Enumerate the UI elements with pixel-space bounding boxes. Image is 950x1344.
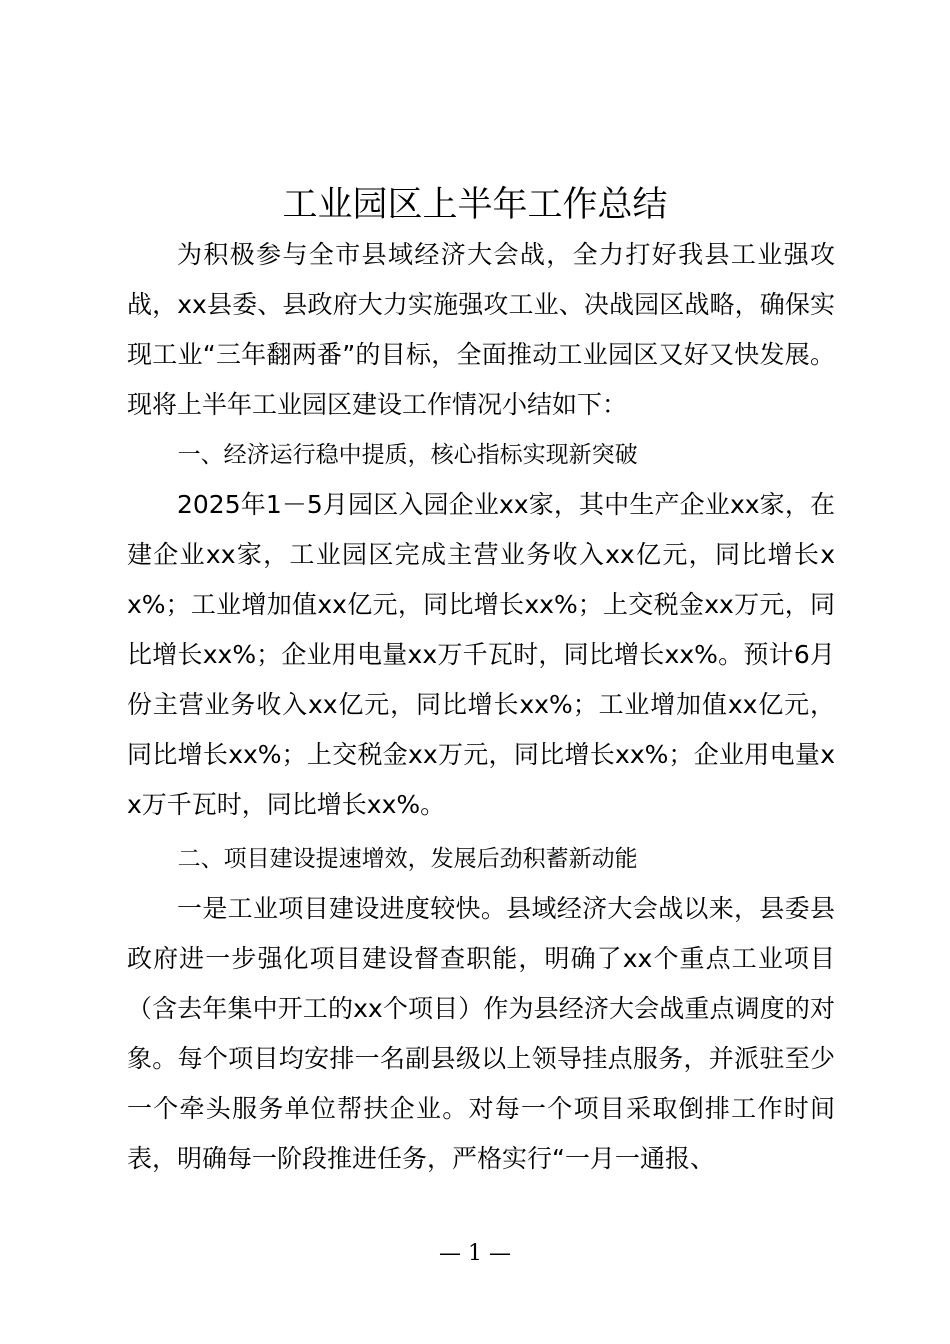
- document-title: 工业园区上半年工作总结: [282, 185, 668, 225]
- document-body: [127, 230, 835, 1184]
- section-1-heading: 一、经济运行稳中提质，核心指标实现新突破: [177, 442, 638, 468]
- intro-paragraph: 为积极参与全市县域经济大会战，全力打好我县工业强攻战，xx县委、县政府大力实施强攻工业、决战园区战略，确保实现工业“三年翻两番”的目标，全面推动工业园区又好又快发展。现将上半年工业园区建设工作情况小结如下：: [127, 240, 835, 419]
- section-2-heading: 二、项目建设提速增效，发展后劲积蓄新动能: [177, 846, 638, 872]
- section-2-paragraph: 一是工业项目建设进度较快。县域经济大会战以来，县委县政府进一步强化项目建设督查职能，明确了xx个重点工业项目（含去年集中开工的xx个项目）作为县经济大会战重点调度的对象。每个项目均安排一名副县级以上领导挂点服务，并派驻至少一个牵头服务单位帮扶企业。对每一个项目采取倒排工作时间表，明确每一阶段推进任务，严格实行“一月一通报、: [127, 894, 835, 1173]
- section-1-paragraph: 2025年1－5月园区入园企业xx家，其中生产企业xx家，在建企业xx家，工业园区完成主营业务收入xx亿元，同比增长xx%；工业增加值xx亿元，同比增长xx%；上交税金xx万元，同比增长xx%；企业用电量xx万千瓦时，同比增长xx%。预计6月份主营业务收入xx亿元，同比增长xx%；工业增加值xx亿元，同比增长xx%；上交税金xx万元，同比增长xx%；企业用电量xx万千瓦时，同比增长xx%。: [127, 490, 835, 819]
- page-number: — 1 —: [439, 1241, 511, 1266]
